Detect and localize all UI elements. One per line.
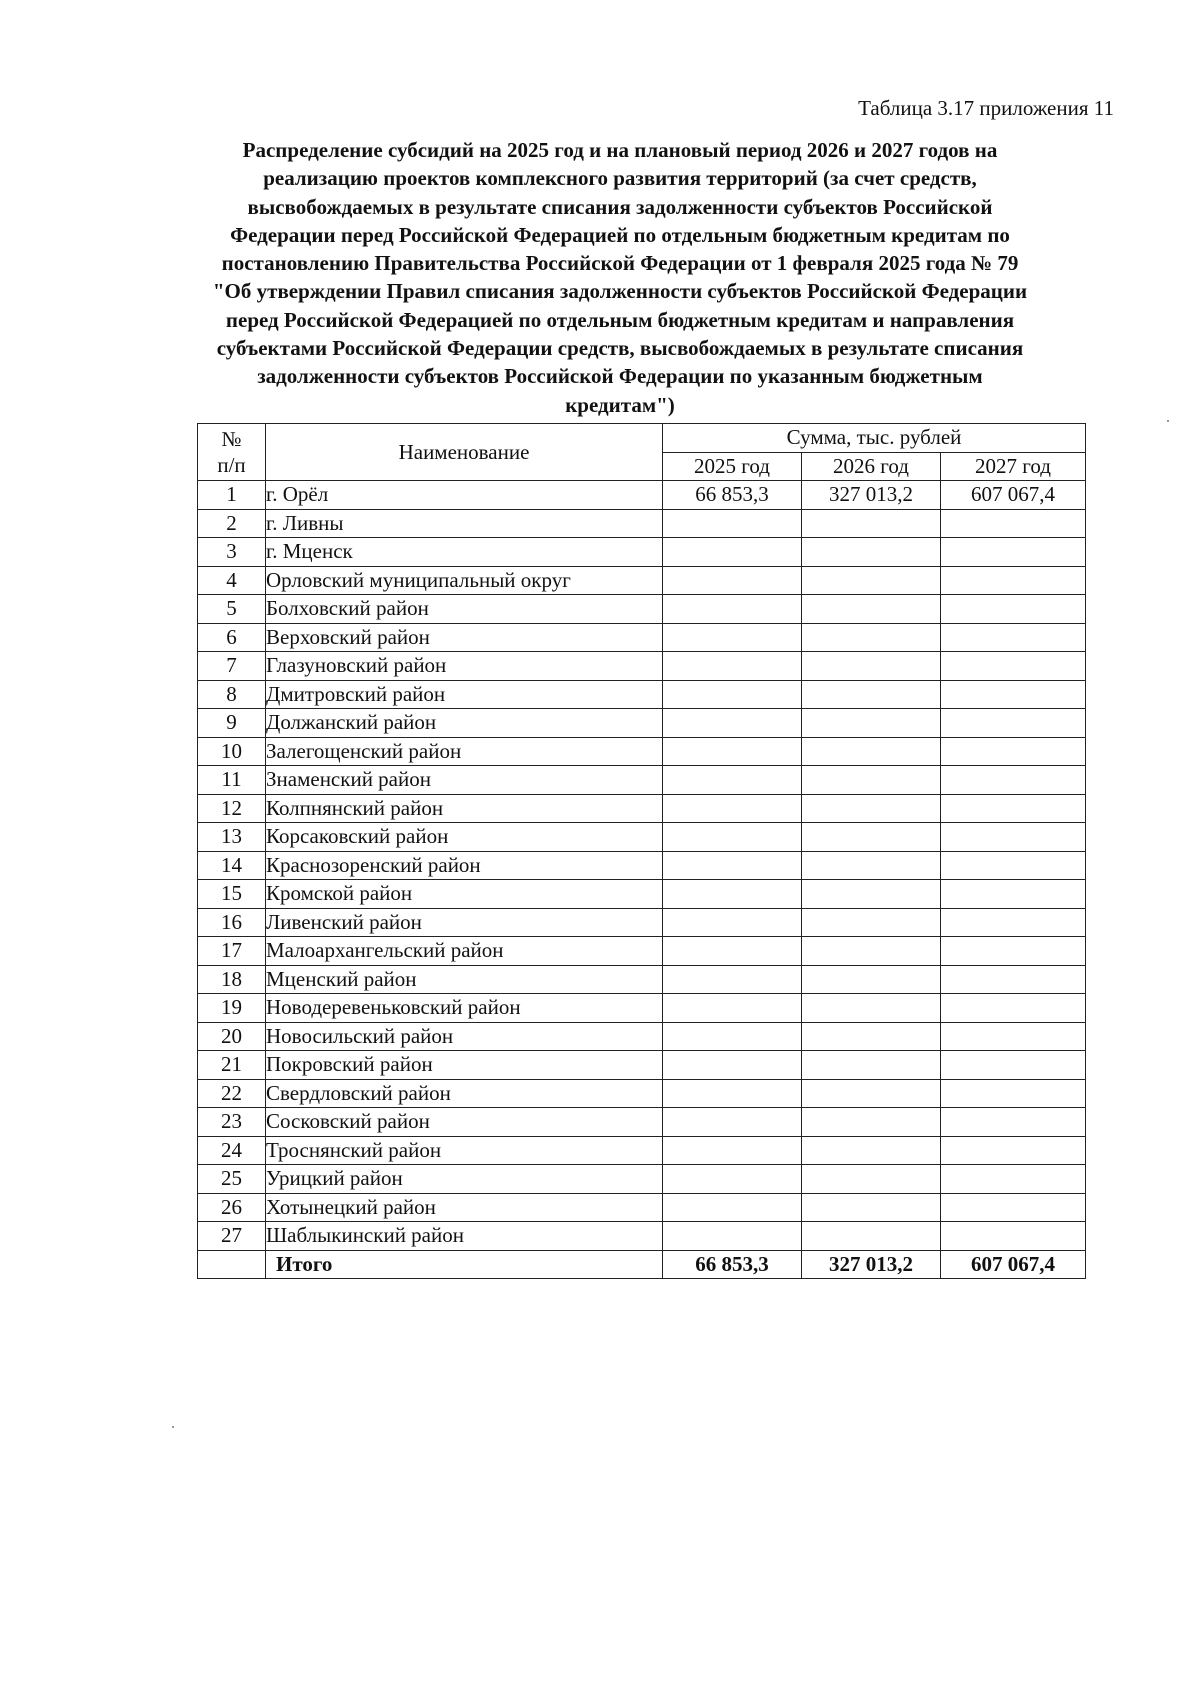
row-value-2027	[941, 1222, 1086, 1251]
total-2025: 66 853,3	[663, 1250, 802, 1279]
table-row	[198, 794, 1086, 823]
row-name: Орловский муниципальный округ	[266, 566, 663, 595]
row-number: 4	[198, 566, 266, 595]
table-row	[198, 509, 1086, 538]
row-value-2027	[941, 595, 1086, 624]
row-value-2025	[663, 652, 802, 681]
row-value-2026	[802, 908, 941, 937]
document-title	[150, 136, 1090, 419]
table-row	[198, 965, 1086, 994]
row-value-2025	[663, 1136, 802, 1165]
row-name: Дмитровский район	[266, 680, 663, 709]
title-line: перед Российской Федерацией по отдельным бюджетным кредитам и направления	[225, 307, 1015, 332]
row-number: 13	[198, 823, 266, 852]
row-value-2025	[663, 509, 802, 538]
title-line: Распределение субсидий на 2025 год и на плановый период 2026 и 2027 годов на	[242, 138, 998, 162]
row-value-2027	[941, 1193, 1086, 1222]
table-row	[198, 1136, 1086, 1165]
row-name: Знаменский район	[266, 766, 663, 795]
row-name: Хотынецкий район	[266, 1193, 663, 1222]
title-line: "Об утверждении Правил списания задолженности субъектов Российской Федерации	[212, 279, 1028, 304]
total-label: Итого	[266, 1250, 663, 1279]
header-number-label: № п/п	[217, 427, 246, 477]
row-number: 8	[198, 680, 266, 709]
row-name: Свердловский район	[266, 1079, 663, 1108]
table-row	[198, 1222, 1086, 1251]
table-row	[198, 623, 1086, 652]
row-value-2026	[802, 652, 941, 681]
row-number: 23	[198, 1108, 266, 1137]
row-number: 9	[198, 709, 266, 738]
row-value-2027	[941, 680, 1086, 709]
row-number: 19	[198, 994, 266, 1023]
row-value-2026	[802, 965, 941, 994]
row-value-2025	[663, 1108, 802, 1137]
row-number: 7	[198, 652, 266, 681]
row-value-2025	[663, 566, 802, 595]
table-row	[198, 737, 1086, 766]
table-row	[198, 1079, 1086, 1108]
row-value-2027	[941, 623, 1086, 652]
row-value-2026	[802, 538, 941, 567]
row-value-2027	[941, 1165, 1086, 1194]
row-value-2025	[663, 1165, 802, 1194]
row-name: Краснозоренский район	[266, 851, 663, 880]
title-line: Федерации перед Российской Федерацией по отдельным бюджетным кредитам по	[230, 222, 1010, 247]
row-value-2027	[941, 737, 1086, 766]
row-number: 5	[198, 595, 266, 624]
row-value-2027	[941, 509, 1086, 538]
row-value-2026	[802, 709, 941, 738]
row-value-2026	[802, 1079, 941, 1108]
row-number: 3	[198, 538, 266, 567]
total-number-cell	[198, 1250, 266, 1279]
table-row	[198, 1165, 1086, 1194]
row-value-2026	[802, 1136, 941, 1165]
row-value-2025	[663, 880, 802, 909]
row-value-2027	[941, 1022, 1086, 1051]
total-row	[198, 1250, 1086, 1279]
row-value-2025	[663, 766, 802, 795]
row-name: Покровский район	[266, 1051, 663, 1080]
row-name: Кромской район	[266, 880, 663, 909]
row-value-2026	[802, 1193, 941, 1222]
row-value-2025	[663, 1079, 802, 1108]
row-value-2025	[663, 794, 802, 823]
header-row	[198, 424, 1086, 453]
row-number: 22	[198, 1079, 266, 1108]
header-year-2025: 2025 год	[663, 452, 802, 481]
row-number: 11	[198, 766, 266, 795]
header-year-2027: 2027 год	[941, 452, 1086, 481]
row-value-2027	[941, 965, 1086, 994]
row-value-2025	[663, 851, 802, 880]
row-value-2026	[802, 1022, 941, 1051]
row-name: г. Ливны	[266, 509, 663, 538]
row-value-2026	[802, 794, 941, 823]
title-line: высвобождаемых в результате списания задолженности субъектов Российской	[247, 194, 993, 219]
row-value-2026	[802, 994, 941, 1023]
row-value-2027	[941, 794, 1086, 823]
row-value-2025	[663, 1022, 802, 1051]
table-row	[198, 1022, 1086, 1051]
row-value-2027	[941, 709, 1086, 738]
row-value-2027	[941, 851, 1086, 880]
row-value-2026	[802, 737, 941, 766]
row-name: Урицкий район	[266, 1165, 663, 1194]
row-value-2025	[663, 1051, 802, 1080]
table-body	[198, 481, 1086, 1251]
header-year-2026: 2026 год	[802, 452, 941, 481]
row-value-2026	[802, 509, 941, 538]
row-number: 17	[198, 937, 266, 966]
scan-speck	[172, 1426, 174, 1428]
row-value-2027	[941, 1108, 1086, 1137]
row-value-2026	[802, 623, 941, 652]
row-value-2027	[941, 1136, 1086, 1165]
row-value-2025	[663, 908, 802, 937]
row-value-2027	[941, 908, 1086, 937]
row-name: Сосковский район	[266, 1108, 663, 1137]
scan-speck	[1167, 420, 1169, 422]
row-value-2026	[802, 680, 941, 709]
row-value-2027: 607 067,4	[941, 481, 1086, 510]
row-value-2025	[663, 965, 802, 994]
row-value-2025	[663, 680, 802, 709]
row-number: 25	[198, 1165, 266, 1194]
row-value-2027	[941, 1051, 1086, 1080]
row-value-2027	[941, 538, 1086, 567]
table-row	[198, 481, 1086, 510]
table-row	[198, 851, 1086, 880]
row-name: Глазуновский район	[266, 652, 663, 681]
title-line: субъектами Российской Федерации средств, высвобождаемых в результате списания	[216, 336, 1024, 361]
table-row	[198, 1051, 1086, 1080]
table-row	[198, 908, 1086, 937]
row-value-2027	[941, 566, 1086, 595]
row-value-2025	[663, 595, 802, 624]
total-2026: 327 013,2	[802, 1250, 941, 1279]
row-name: Шаблыкинский район	[266, 1222, 663, 1251]
row-value-2026: 327 013,2	[802, 481, 941, 510]
row-value-2025	[663, 709, 802, 738]
row-value-2026	[802, 851, 941, 880]
row-value-2026	[802, 880, 941, 909]
header-number	[198, 424, 266, 481]
table-caption: Таблица 3.17 приложения 11	[858, 96, 1114, 120]
row-number: 2	[198, 509, 266, 538]
row-name: Залегощенский район	[266, 737, 663, 766]
table-row	[198, 566, 1086, 595]
row-number: 6	[198, 623, 266, 652]
table-row	[198, 595, 1086, 624]
row-name: Малоархангельский район	[266, 937, 663, 966]
row-value-2025	[663, 623, 802, 652]
row-number: 15	[198, 880, 266, 909]
row-value-2027	[941, 766, 1086, 795]
title-line: постановлению Правительства Российской Федерации от 1 февраля 2025 года № 79	[221, 251, 1019, 276]
row-name: Верховский район	[266, 623, 663, 652]
row-value-2026	[802, 595, 941, 624]
subsidy-table	[197, 423, 1086, 1279]
row-value-2026	[802, 1165, 941, 1194]
row-value-2026	[802, 1108, 941, 1137]
row-value-2026	[802, 1051, 941, 1080]
row-value-2025	[663, 994, 802, 1023]
row-name: г. Орёл	[266, 481, 663, 510]
header-name: Наименование	[266, 424, 663, 481]
row-number: 24	[198, 1136, 266, 1165]
total-2027: 607 067,4	[941, 1250, 1086, 1279]
row-value-2026	[802, 766, 941, 795]
row-number: 26	[198, 1193, 266, 1222]
row-name: Корсаковский район	[266, 823, 663, 852]
table-row	[198, 1193, 1086, 1222]
row-value-2027	[941, 652, 1086, 681]
table-row	[198, 766, 1086, 795]
row-value-2025: 66 853,3	[663, 481, 802, 510]
row-value-2026	[802, 823, 941, 852]
row-value-2025	[663, 937, 802, 966]
row-number: 14	[198, 851, 266, 880]
row-value-2027	[941, 1079, 1086, 1108]
row-value-2025	[663, 823, 802, 852]
table-row	[198, 652, 1086, 681]
row-value-2027	[941, 880, 1086, 909]
row-name: Ливенский район	[266, 908, 663, 937]
row-name: Мценский район	[266, 965, 663, 994]
table-row	[198, 680, 1086, 709]
row-value-2025	[663, 737, 802, 766]
row-name: Должанский район	[266, 709, 663, 738]
table-row	[198, 709, 1086, 738]
table-row	[198, 823, 1086, 852]
table-row	[198, 994, 1086, 1023]
row-name: Новодеревеньковский район	[266, 994, 663, 1023]
row-name: г. Мценск	[266, 538, 663, 567]
row-number: 1	[198, 481, 266, 510]
row-number: 12	[198, 794, 266, 823]
header-sum: Сумма, тыс. рублей	[663, 424, 1086, 453]
title-line: задолженности субъектов Российской Федерации по указанным бюджетным	[257, 364, 983, 389]
row-value-2025	[663, 1193, 802, 1222]
table-row	[198, 937, 1086, 966]
row-value-2026	[802, 937, 941, 966]
row-value-2026	[802, 566, 941, 595]
row-name: Колпнянский район	[266, 794, 663, 823]
row-number: 16	[198, 908, 266, 937]
row-value-2027	[941, 937, 1086, 966]
table-row	[198, 538, 1086, 567]
row-name: Новосильский район	[266, 1022, 663, 1051]
row-value-2026	[802, 1222, 941, 1251]
row-number: 10	[198, 737, 266, 766]
row-name: Болховский район	[266, 595, 663, 624]
row-value-2025	[663, 1222, 802, 1251]
row-number: 27	[198, 1222, 266, 1251]
table-row	[198, 880, 1086, 909]
row-value-2027	[941, 994, 1086, 1023]
row-value-2027	[941, 823, 1086, 852]
table-row	[198, 1108, 1086, 1137]
title-line: реализацию проектов комплексного развития территорий (за счет средств,	[263, 166, 977, 191]
row-number: 18	[198, 965, 266, 994]
row-number: 21	[198, 1051, 266, 1080]
title-line: кредитам")	[565, 392, 675, 417]
row-name: Троснянский район	[266, 1136, 663, 1165]
row-value-2025	[663, 538, 802, 567]
row-number: 20	[198, 1022, 266, 1051]
